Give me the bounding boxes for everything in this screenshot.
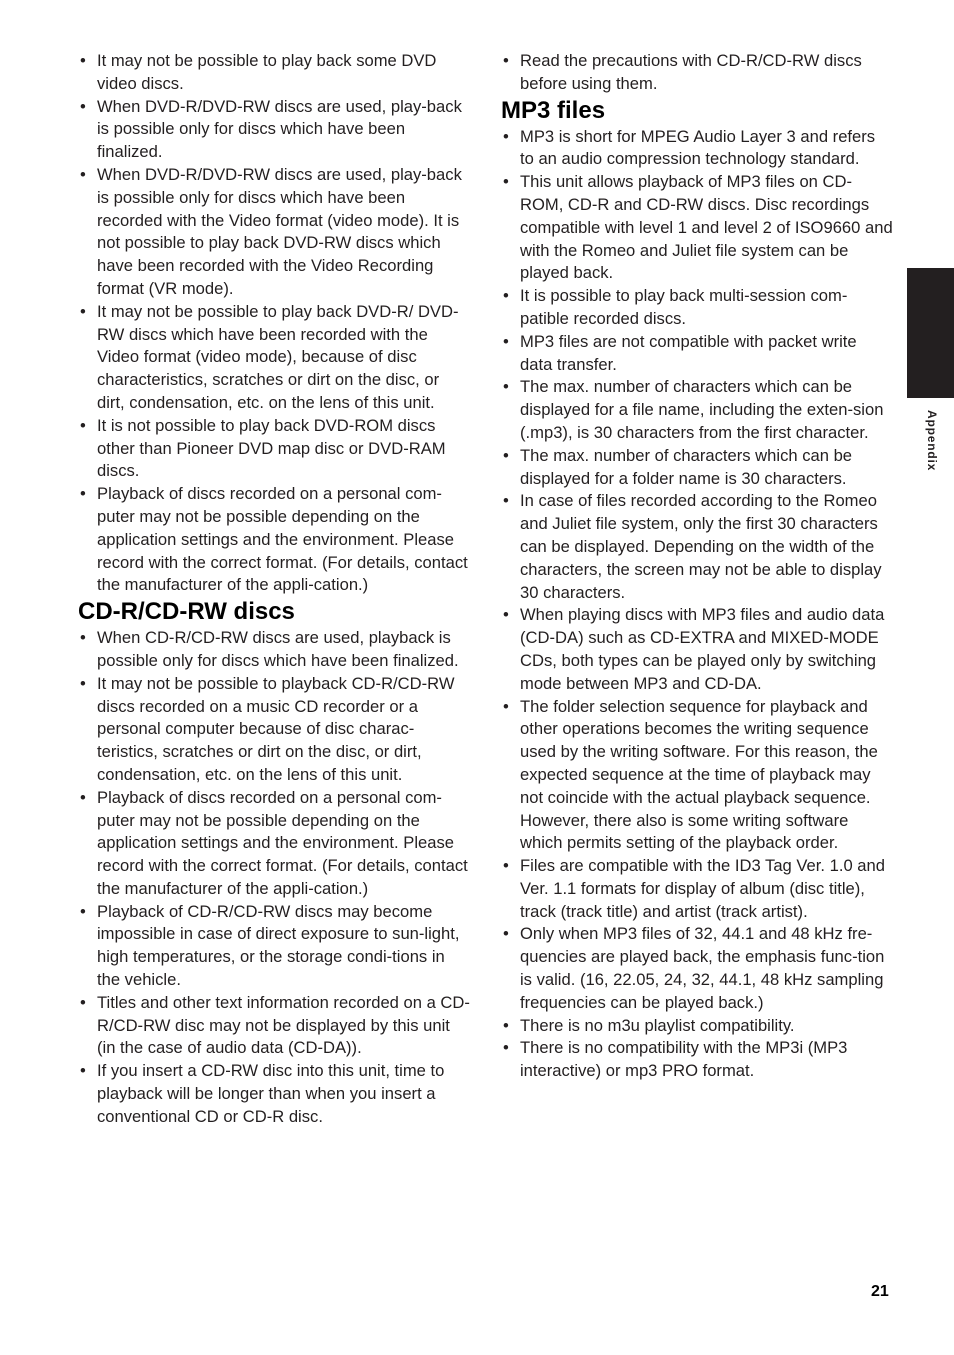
list-item: • MP3 files are not compatible with packet write data transfer.: [501, 331, 893, 377]
list-item: • If you insert a CD-RW disc into this unit, time to playback will be longer than when you insert a conventional CD or CD-R disc.: [78, 1060, 470, 1128]
list-item: • There is no compatibility with the MP3i (MP3 interactive) or mp3 PRO format.: [501, 1037, 893, 1083]
list-item: • Files are compatible with the ID3 Tag Ver. 1.0 and Ver. 1.1 formats for display of album (disc title), track (track title) and artist (track artist).: [501, 855, 893, 923]
list-item: • When CD-R/CD-RW discs are used, playback is possible only for discs which have been finalized.: [78, 627, 470, 673]
mp3-notes-list: [501, 126, 893, 1083]
cdr-section-heading: CD-R/CD-RW discs: [78, 598, 295, 626]
page-number: 21: [871, 1283, 889, 1300]
list-item: • It may not be possible to playback CD-R/CD-RW discs recorded on a music CD recorder or a personal computer because of disc charac-teristics, scratches or dirt on the disc, or dirt, condensation, etc. on the lens of this unit.: [78, 673, 470, 787]
list-item: • It may not be possible to play back DVD-R/ DVD-RW discs which have been recorded with the Video format (video mode), because of disc characteristics, scratches or dirt on the disc, or dirt, condensation, etc. on the lens of this unit.: [78, 301, 470, 415]
section-tab-label: Appendix: [925, 410, 939, 472]
list-item: • It is not possible to play back DVD-ROM discs other than Pioneer DVD map disc or DVD-RAM discs.: [78, 415, 470, 483]
list-item: • It is possible to play back multi-session com-patible recorded discs.: [501, 285, 893, 331]
list-item: • This unit allows playback of MP3 files on CD-ROM, CD-R and CD-RW discs. Disc recordings compatible with level 1 and level 2 of ISO9660 and with the Romeo and Juliet file system can be played back.: [501, 171, 893, 285]
list-item: • In case of files recorded according to the Romeo and Juliet file system, only the first 30 characters can be displayed. Depending on the width of the characters, the screen may not be able to display 30 characters.: [501, 490, 893, 604]
mp3-section-heading: MP3 files: [501, 96, 606, 124]
cdr-notes-list: [78, 627, 470, 1129]
section-tab-marker: [907, 268, 954, 398]
list-item: • When playing discs with MP3 files and audio data (CD-DA) such as CD-EXTRA and MIXED-MODE CDs, both types can be played only by switching mode between MP3 and CD-DA.: [501, 604, 893, 695]
list-item: • The max. number of characters which can be displayed for a folder name is 30 characters.: [501, 445, 893, 491]
list-item: • Read the precautions with CD-R/CD-RW discs before using them.: [501, 50, 893, 96]
list-item: • There is no m3u playlist compatibility.: [501, 1015, 893, 1038]
right-column: [501, 50, 893, 1083]
cdr-precautions-list: [501, 50, 893, 96]
list-item: • Playback of discs recorded on a personal com-puter may not be possible depending on the application settings and the environment. Please record with the correct format. (For details, contact the manufacturer of the appli-cation.): [78, 787, 470, 901]
list-item: • The folder selection sequence for playback and other operations becomes the writing sequence used by the writing software. For this reason, the expected sequence at the time of playback may not coincide with the actual playback sequence. However, there also is some writing software which permits setting of the playback order.: [501, 696, 893, 856]
list-item: • Playback of CD-R/CD-RW discs may become impossible in case of direct exposure to sun-light, high temperatures, or the storage condi-tions in the vehicle.: [78, 901, 470, 992]
left-column: [78, 50, 470, 1129]
list-item: • When DVD-R/DVD-RW discs are used, play-back is possible only for discs which have been recorded with the Video format (video mode). It is not possible to play back DVD-RW discs which have been recorded with the Video Recording format (VR mode).: [78, 164, 470, 301]
list-item: • The max. number of characters which can be displayed for a file name, including the exten-sion (.mp3), is 30 characters from the first character.: [501, 376, 893, 444]
list-item: • It may not be possible to play back some DVD video discs.: [78, 50, 470, 96]
dvd-notes-list: [78, 50, 470, 597]
list-item: • Titles and other text information recorded on a CD-R/CD-RW disc may not be displayed by this unit (in the case of audio data (CD-DA)).: [78, 992, 470, 1060]
list-item: • MP3 is short for MPEG Audio Layer 3 and refers to an audio compression technology standard.: [501, 126, 893, 172]
list-item: • Only when MP3 files of 32, 44.1 and 48 kHz fre-quencies are played back, the emphasis func-tion is valid. (16, 22.05, 24, 32, 44.1, 48 kHz sampling frequencies can be played back.): [501, 923, 893, 1014]
list-item: • When DVD-R/DVD-RW discs are used, play-back is possible only for discs which have been finalized.: [78, 96, 470, 164]
list-item: • Playback of discs recorded on a personal com-puter may not be possible depending on the application settings and the environment. Please record with the correct format. (For details, contact the manufacturer of the appli-cation.): [78, 483, 470, 597]
